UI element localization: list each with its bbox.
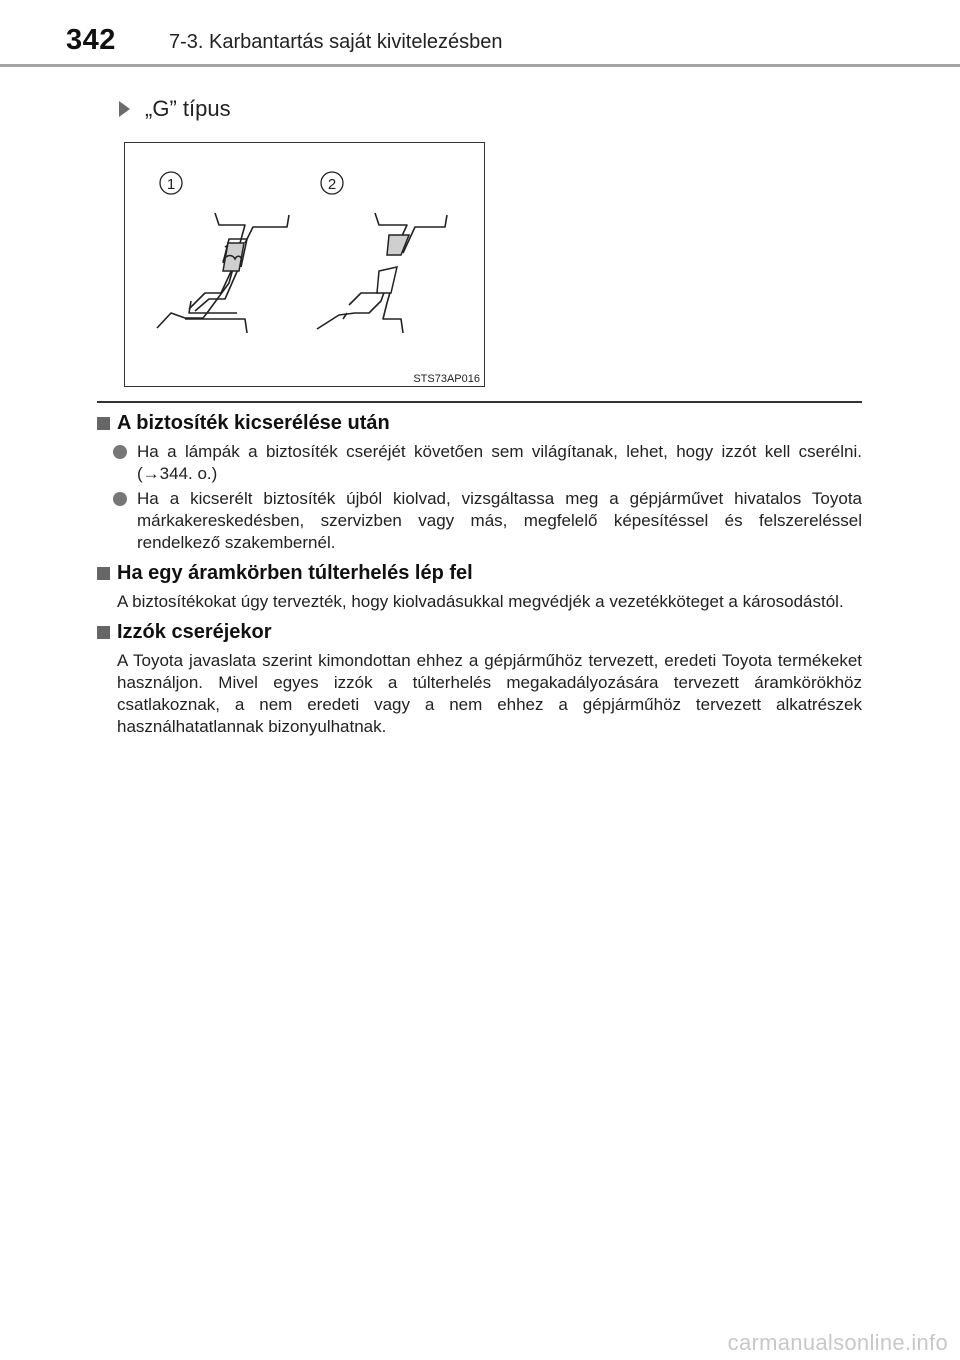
header-divider xyxy=(0,64,960,67)
page-number: 342 xyxy=(66,24,116,56)
fuse-good xyxy=(157,213,289,333)
content-body xyxy=(97,412,862,746)
section-paragraph: A Toyota javaslata szerint kimondottan ehhez a gépjárműhöz tervezett, eredeti Toyota termékeket használjon. Mivel egyes izzók a túlterhelés megakadályozására tervezett áramkörökhöz csatlakoznak, a nem eredeti vagy a nem ehhez a gépjárműhöz tervezett alkatrészek használhatatlannak bizonyulhatnak. xyxy=(117,651,862,736)
fuse-illustration xyxy=(124,142,485,387)
section-heading-text: Izzók cseréjekor xyxy=(117,621,272,643)
list-item xyxy=(97,441,862,485)
watermark-text: carmanualsonline.info xyxy=(727,1330,948,1355)
circle-bullet-icon xyxy=(113,445,127,459)
section-heading-text: Ha egy áramkörben túlterhelés lép fel xyxy=(117,562,473,584)
section-paragraph: A biztosítékokat úgy tervezték, hogy kiolvadásukkal megvédjék a vezetékköteget a károsodástól. xyxy=(117,592,844,611)
list-item-text: Ha a lámpák a biztosíték cseréjét követően sem világítanak, lehet, hogy izzót kell cserélni. (→344. o.) xyxy=(137,442,862,483)
callout-label-1: 1 xyxy=(166,176,176,193)
page-header xyxy=(0,0,960,68)
list-item-text: Ha a kicserélt biztosíték újból kiolvad, vizsgáltassa meg a gépjárművet hivatalos Toyota márkakereskedésben, szervizben vagy más, megfelelő képesítéssel és felszereléssel rendelkező szakembernél. xyxy=(137,489,862,552)
fuse-blown-body xyxy=(377,235,409,293)
list-item xyxy=(97,488,862,554)
section-heading xyxy=(97,562,862,585)
circle-bullet-icon xyxy=(113,492,127,506)
type-label: „G” típus xyxy=(145,96,231,121)
chapter-title: 7-3. Karbantartás saját kivitelezésben xyxy=(169,31,503,53)
triangle-bullet-icon xyxy=(119,101,130,117)
callout-label-2: 2 xyxy=(327,176,337,193)
square-bullet-icon xyxy=(97,626,110,639)
fuse-drawing xyxy=(125,143,486,388)
section-circuit-overload xyxy=(97,562,862,613)
section-heading xyxy=(97,621,862,644)
section-divider xyxy=(97,401,862,403)
bullet-list xyxy=(97,441,862,554)
section-heading xyxy=(97,412,862,435)
square-bullet-icon xyxy=(97,417,110,430)
section-bulb-replacement xyxy=(97,621,862,738)
section-after-fuse-replacement xyxy=(97,412,862,554)
figure-code: STS73AP016 xyxy=(413,373,480,385)
section-heading-text: A biztosíték kicserélése után xyxy=(117,412,390,434)
type-label-row xyxy=(119,96,231,122)
square-bullet-icon xyxy=(97,567,110,580)
